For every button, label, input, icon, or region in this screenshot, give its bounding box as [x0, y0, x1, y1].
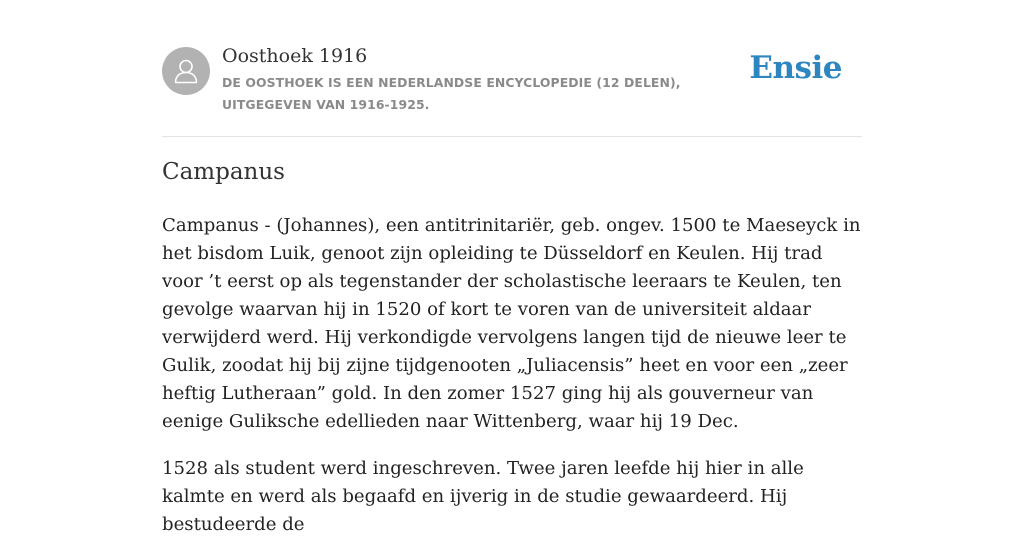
page-title: Campanus [162, 159, 285, 185]
source-description: DE OOSTHOEK IS EEN NEDERLANDSE ENCYCLOPEDIE (12 DELEN), UITGEGEVEN VAN 1916-1925. [222, 75, 681, 112]
user-icon [162, 47, 210, 95]
article-paragraph: 1528 als student werd ingeschreven. Twee jaren leefde hij hier in alle kalmte en werd als begaafd en ijverig in de studie gewaardeerd. Hij bestudeerde de [162, 458, 804, 535]
source-name[interactable]: Oosthoek 1916 [222, 45, 368, 67]
ensie-logo-link[interactable]: Ensie [749, 50, 842, 86]
source-header [162, 44, 862, 137]
article-paragraph: Campanus - (Johannes), een antitrinitariër, geb. ongev. 1500 te Maeseyck in het bisdom Luik, genoot zijn opleiding te Düsseldorf en Keulen. Hij trad voor ’t eerst op als tegenstander der scholastische leeraars te Keulen, ten gevolge waarvan hij in 1520 of kort te voren van de universiteit aldaar verwijderd werd. Hij verkondigde vervolgens langen tijd de nieuwe leer te Gulik, zoodat hij bij zijne tijdgenooten „Juliacensis” heet en voor een „zeer heftig Lutheraan” gold. In den zomer 1527 ging hij als gouverneur van eenige Guliksche edellieden naar Wittenberg, waar hij 19 Dec. [162, 215, 861, 432]
avatar[interactable] [162, 47, 210, 95]
article-body [162, 212, 862, 558]
